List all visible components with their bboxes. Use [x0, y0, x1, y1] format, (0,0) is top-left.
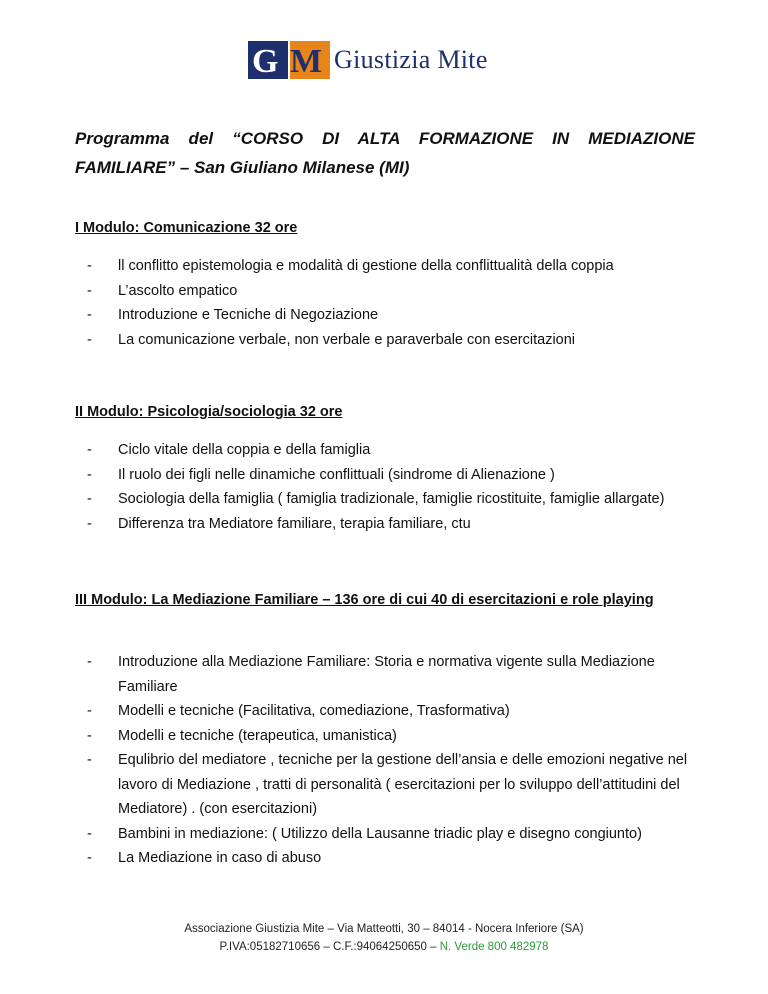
list-item: - Il ruolo dei figli nelle dinamiche conflittuali (sindrome di Alienazione )	[75, 463, 705, 488]
module-1-list	[75, 254, 705, 352]
page-title: Programma del “CORSO DI ALTA FORMAZIONE IN MEDIAZIONE FAMILIARE” – San Giuliano Milanese (MI)	[75, 129, 695, 177]
module-3-list	[75, 650, 705, 871]
module-2-heading: II Modulo: Psicologia/sociologia 32 ore	[75, 404, 343, 420]
footer-tax-ids: P.IVA:05182710656 – C.F.:94064250650 –	[219, 941, 440, 953]
list-item: - Equlibrio del mediatore , tecniche per la gestione dell’ansia e delle emozioni negative nel lavoro di Mediazione , tratti di personalità ( esercitazioni per lo sviluppo dell’attitudini del Mediatore) . (con esercitazioni)	[75, 748, 705, 822]
module-2-list	[75, 438, 705, 536]
list-item: - Modelli e tecniche (Facilitativa, comediazione, Trasformativa)	[75, 699, 705, 724]
logo-name: Giustizia Mite	[334, 45, 488, 74]
list-item: - ll conflitto epistemologia e modalità di gestione della conflittualità della coppia	[75, 254, 705, 279]
list-item: - La Mediazione in caso di abuso	[75, 846, 705, 871]
logo	[248, 40, 488, 80]
list-item: - La comunicazione verbale, non verbale e paraverbale con esercitazioni	[75, 328, 705, 353]
list-item: - L’ascolto empatico	[75, 279, 705, 304]
list-item: - Introduzione alla Mediazione Familiare: Storia e normativa vigente sulla Mediazione Familiare	[75, 650, 705, 699]
list-item: - Ciclo vitale della coppia e della famiglia	[75, 438, 705, 463]
list-item: - Differenza tra Mediatore familiare, terapia familiare, ctu	[75, 512, 705, 537]
footer-fiscal	[0, 938, 768, 956]
list-item: - Bambini in mediazione: ( Utilizzo della Lausanne triadic play e disegno congiunto)	[75, 822, 705, 847]
list-item: - Introduzione e Tecniche di Negoziazione	[75, 303, 705, 328]
list-item: - Sociologia della famiglia ( famiglia tradizionale, famiglie ricostituite, famiglie allargate)	[75, 487, 705, 512]
logo-mark	[248, 41, 330, 79]
module-1-heading: I Modulo: Comunicazione 32 ore	[75, 220, 298, 236]
footer-phone: N. Verde 800 482978	[439, 941, 549, 953]
list-item: - Modelli e tecniche (terapeutica, umanistica)	[75, 724, 705, 749]
footer-address: Associazione Giustizia Mite – Via Matteotti, 30 – 84014 - Nocera Inferiore (SA)	[184, 923, 584, 935]
svg-text:G: G	[252, 43, 279, 79]
svg-text:M: M	[290, 43, 323, 79]
module-3-heading: III Modulo: La Mediazione Familiare – 136 ore di cui 40 di esercitazioni e role playing	[75, 592, 654, 608]
footer	[0, 920, 768, 956]
